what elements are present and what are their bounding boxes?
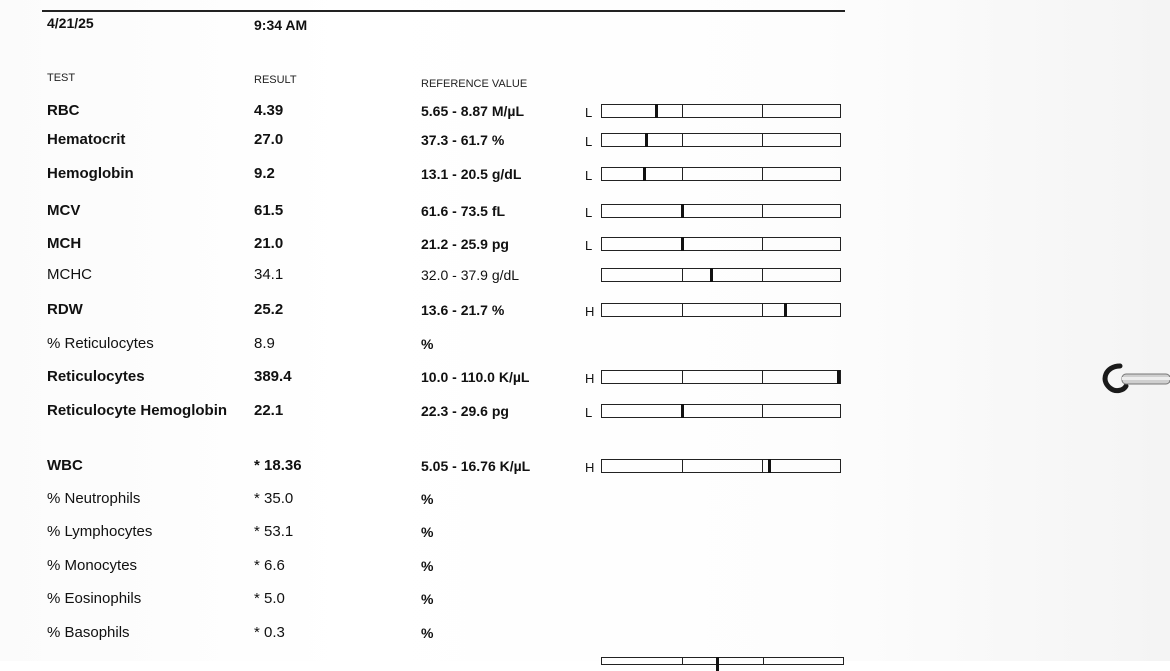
result-value: 4.39 xyxy=(254,102,284,119)
result-value: * 35.0 xyxy=(254,490,294,507)
test-name: % Basophils xyxy=(47,624,130,641)
result-row-basophils xyxy=(0,624,1170,654)
range-bar-divider xyxy=(762,168,763,180)
range-bar xyxy=(601,268,841,282)
range-flag: H xyxy=(585,371,595,386)
range-bar-divider xyxy=(762,371,763,383)
test-name: MCH xyxy=(47,235,82,252)
result-value: * 18.36 xyxy=(254,457,302,474)
column-header-test: TEST xyxy=(47,72,76,84)
range-bar-divider xyxy=(762,105,763,117)
result-row-neutrophils xyxy=(0,490,1170,520)
test-name: % Reticulocytes xyxy=(47,335,154,352)
range-bar-marker xyxy=(681,404,684,418)
result-row-rbc xyxy=(0,102,1170,132)
result-row-reticulocytes xyxy=(0,368,1170,398)
range-bar-marker xyxy=(784,303,787,317)
range-flag: H xyxy=(585,304,595,319)
reference-range: 5.05 - 16.76 K/µL xyxy=(421,458,531,474)
report-time: 9:34 AM xyxy=(254,17,308,33)
range-flag: L xyxy=(585,168,593,183)
range-flag: L xyxy=(585,205,593,220)
result-row-reticulocytes xyxy=(0,335,1170,365)
range-bar xyxy=(601,370,841,384)
range-bar xyxy=(601,204,841,218)
test-name: Reticulocytes xyxy=(47,368,145,385)
result-row-mchc xyxy=(0,266,1170,296)
range-flag: L xyxy=(585,134,593,149)
test-name: % Lymphocytes xyxy=(47,523,153,540)
range-bar-divider xyxy=(762,460,763,472)
test-name: MCHC xyxy=(47,266,92,283)
result-row-hemoglobin xyxy=(0,165,1170,195)
result-row-mch xyxy=(0,235,1170,265)
range-bar-divider xyxy=(762,205,763,217)
result-value: 34.1 xyxy=(254,266,284,283)
reference-range: % xyxy=(421,336,434,352)
result-value: 21.0 xyxy=(254,235,284,252)
reference-range: % xyxy=(421,625,434,641)
range-flag: H xyxy=(585,460,595,475)
range-bar-divider xyxy=(762,405,763,417)
result-value: * 6.6 xyxy=(254,557,285,574)
reference-range: 32.0 - 37.9 g/dL xyxy=(421,267,520,283)
reference-range: 13.1 - 20.5 g/dL xyxy=(421,166,522,182)
test-name: RDW xyxy=(47,301,83,318)
test-name: Reticulocyte Hemoglobin xyxy=(47,402,228,419)
range-bar-marker xyxy=(655,104,658,118)
range-bar-marker xyxy=(710,268,713,282)
reference-range: 13.6 - 21.7 % xyxy=(421,302,505,318)
result-value: * 53.1 xyxy=(254,523,294,540)
range-bar xyxy=(601,237,841,251)
result-value: 8.9 xyxy=(254,335,275,352)
result-row-lymphocytes xyxy=(0,523,1170,553)
binder-clip-icon xyxy=(1098,358,1170,398)
result-value: 61.5 xyxy=(254,202,284,219)
range-bar-marker xyxy=(681,237,684,251)
column-header-result: RESULT xyxy=(254,74,297,86)
test-name: % Neutrophils xyxy=(47,490,141,507)
top-rule xyxy=(42,10,845,12)
result-value: 22.1 xyxy=(254,402,284,419)
range-bar-divider xyxy=(682,168,683,180)
result-value: 25.2 xyxy=(254,301,284,318)
range-bar-divider xyxy=(682,134,683,146)
range-bar-marker xyxy=(768,459,771,473)
range-bar xyxy=(601,303,841,317)
test-name: MCV xyxy=(47,202,81,219)
result-row-eosinophils xyxy=(0,590,1170,620)
reference-range: 37.3 - 61.7 % xyxy=(421,132,505,148)
range-bar xyxy=(601,404,841,418)
reference-range: % xyxy=(421,524,434,540)
range-bar-divider xyxy=(682,269,683,281)
range-bar-divider xyxy=(762,304,763,316)
report-date: 4/21/25 xyxy=(47,15,94,31)
range-bar-marker xyxy=(643,167,646,181)
result-value: 389.4 xyxy=(254,368,292,385)
range-flag: L xyxy=(585,405,593,420)
range-bar xyxy=(601,133,841,147)
range-bar-divider xyxy=(762,134,763,146)
range-bar-marker xyxy=(681,204,684,218)
test-name: WBC xyxy=(47,457,83,474)
result-row-rdw xyxy=(0,301,1170,331)
result-row-mcv xyxy=(0,202,1170,232)
range-bar-marker xyxy=(645,133,648,147)
result-value: 27.0 xyxy=(254,131,284,148)
test-name: % Eosinophils xyxy=(47,590,142,607)
reference-range: % xyxy=(421,558,434,574)
result-row-reticulocyte-hemoglobin xyxy=(0,402,1170,432)
range-bar xyxy=(601,104,841,118)
result-row-wbc xyxy=(0,457,1170,487)
result-value: 9.2 xyxy=(254,165,275,182)
reference-range: 22.3 - 29.6 pg xyxy=(421,403,509,419)
result-row-hematocrit xyxy=(0,131,1170,161)
reference-range: 5.65 - 8.87 M/µL xyxy=(421,103,524,119)
range-bar-divider xyxy=(762,238,763,250)
range-bar-marker xyxy=(837,370,840,384)
column-header-reference: REFERENCE VALUE xyxy=(421,78,528,90)
test-name: RBC xyxy=(47,102,80,119)
range-bar-divider xyxy=(682,460,683,472)
partial-range-bar xyxy=(601,657,844,665)
range-bar-divider xyxy=(682,105,683,117)
test-name: Hematocrit xyxy=(47,131,126,148)
range-bar xyxy=(601,459,841,473)
reference-range: % xyxy=(421,491,434,507)
reference-range: 61.6 - 73.5 fL xyxy=(421,203,506,219)
range-bar xyxy=(601,167,841,181)
range-flag: L xyxy=(585,238,593,253)
range-bar-divider xyxy=(762,269,763,281)
reference-range: 21.2 - 25.9 pg xyxy=(421,236,509,252)
range-bar-divider xyxy=(682,304,683,316)
test-name: % Monocytes xyxy=(47,557,138,574)
range-flag: L xyxy=(585,105,593,120)
reference-range: 10.0 - 110.0 K/µL xyxy=(421,369,530,385)
result-row-monocytes xyxy=(0,557,1170,587)
test-name: Hemoglobin xyxy=(47,165,134,182)
result-value: * 5.0 xyxy=(254,590,285,607)
range-bar-divider xyxy=(682,371,683,383)
reference-range: % xyxy=(421,591,434,607)
result-value: * 0.3 xyxy=(254,624,285,641)
